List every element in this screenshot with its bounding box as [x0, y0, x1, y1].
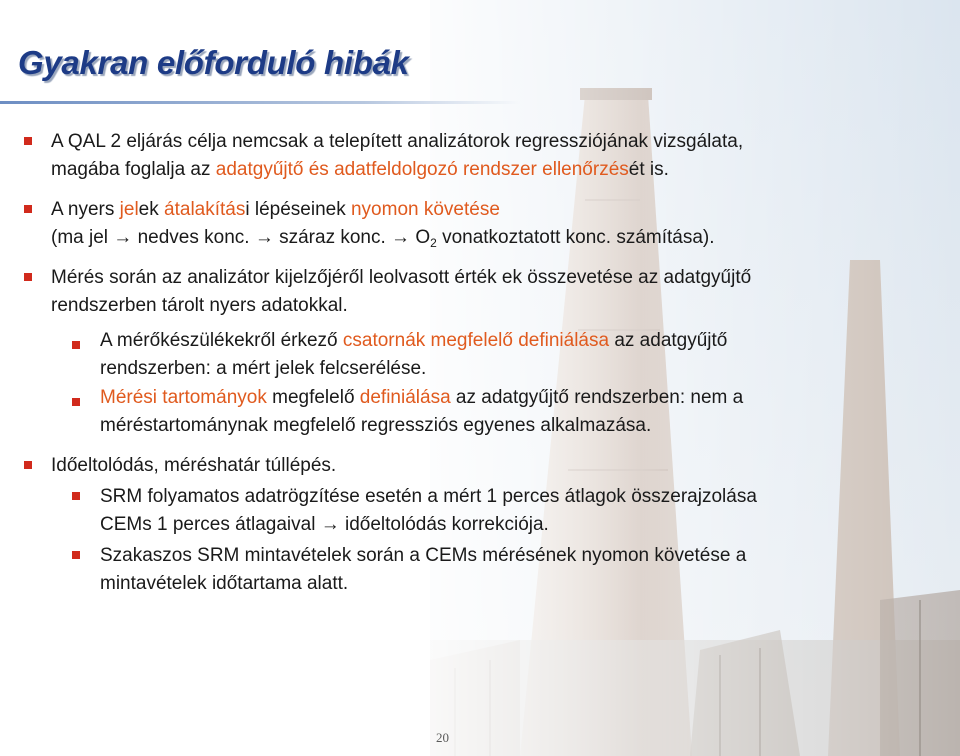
- sub-bullet-3-line-2: [100, 511, 549, 539]
- arrow-icon: →: [391, 227, 411, 248]
- bullet-2-highlight: nyomon követése: [350, 199, 500, 220]
- bullet-1-line-2: [51, 156, 669, 184]
- bullet-3-line-1: [51, 264, 751, 292]
- bullet-2-text: nedves konc.: [132, 227, 255, 248]
- sub-bullet-text: az adatgyűjtő: [609, 330, 728, 351]
- sub-bullet-text: méréstartománynak megfelelő regressziós egyenes alkalmazása.: [100, 415, 652, 436]
- bullet-2-line-2: [51, 224, 715, 257]
- bullet-2-text: ek: [138, 199, 165, 220]
- sub-bullet-2-line-1: [100, 384, 743, 412]
- bullet-2-text: (ma jel: [51, 227, 114, 248]
- subscript: 2: [430, 236, 437, 250]
- bullet-2-text: i lépéseinek: [245, 199, 351, 220]
- sub-bullet-highlight: definiálása: [359, 387, 451, 408]
- sub-bullet-1-line-1: [100, 327, 727, 355]
- arrow-icon: →: [320, 514, 340, 535]
- arrow-icon: →: [254, 227, 274, 248]
- bullet-1-line-1: [51, 128, 743, 156]
- page-title: Gyakran előforduló hibák: [18, 44, 409, 81]
- sub-bullet-text: az adatgyűjtő rendszerben: nem a: [450, 387, 744, 408]
- sub-bullet-highlight: csatornák megfelelő definiálása: [342, 330, 610, 351]
- slide-number: 20: [436, 730, 449, 745]
- arrow-icon: →: [113, 227, 133, 248]
- bullet-3-text: rendszerben tárolt nyers adatokkal.: [51, 295, 348, 316]
- sub-bullet-4-line-2: mintavételek időtartama alatt.: [100, 573, 349, 594]
- bullet-3-text: Mérés során az analizátor kijelzőjéről leolvasott érték ek összevetése az adatgyűjtő: [51, 267, 752, 288]
- bullet-2-text: A nyers: [51, 199, 120, 220]
- bullet-marker: [24, 137, 32, 145]
- sub-bullet-2-line-2: [100, 412, 651, 440]
- bullet-2-line-1: [51, 196, 500, 224]
- sub-bullet-highlight: Mérési tartományok: [100, 387, 267, 408]
- sub-bullet-marker: [72, 398, 80, 406]
- sub-bullet-text: CEMs 1 perces átlagaival: [100, 514, 321, 535]
- bullet-4-line-1: Időeltolódás, méréshatár túllépés.: [51, 455, 337, 476]
- bullet-2-highlight: átalakítás: [164, 199, 246, 220]
- bullet-1-text: A QAL 2 eljárás célja nemcsak a telepített analizátorok regressziójának vizsgálata,: [51, 131, 744, 152]
- bullet-1-text: magába foglalja az: [51, 159, 216, 180]
- sub-bullet-marker: [72, 551, 80, 559]
- bullet-marker: [24, 205, 32, 213]
- sub-bullet-text: A mérőkészülékekről érkező: [100, 330, 343, 351]
- sub-bullet-marker: [72, 492, 80, 500]
- sub-bullet-marker: [72, 341, 80, 349]
- bullet-1-highlight: adatgyűjtő és adatfeldolgozó rendszer ellenőrzés: [215, 159, 629, 180]
- sub-bullet-1-line-2: [100, 355, 426, 383]
- title-divider: [0, 101, 520, 104]
- bullet-2-text: vonatkoztatott konc. számítása).: [436, 227, 715, 248]
- sub-bullet-text: megfelelő: [266, 387, 360, 408]
- bullet-marker: [24, 273, 32, 281]
- sub-bullet-4-line-1: Szakaszos SRM mintavételek során a CEMs mérésének nyomon követése a: [100, 545, 747, 566]
- sub-bullet-text: időeltolódás korrekciója.: [339, 514, 549, 535]
- bullet-2-highlight: jel: [119, 199, 139, 220]
- bullet-3-line-2: [51, 292, 348, 320]
- sub-bullet-text: rendszerben: a mért jelek felcserélése.: [100, 358, 427, 379]
- bullet-marker: [24, 461, 32, 469]
- bullet-2-text: száraz konc.: [273, 227, 392, 248]
- bullet-1-text: ét is.: [628, 159, 669, 180]
- bullet-2-text: O: [410, 227, 431, 248]
- sub-bullet-3-line-1: SRM folyamatos adatrögzítése esetén a mért 1 perces átlagok összerajzolása: [100, 486, 757, 507]
